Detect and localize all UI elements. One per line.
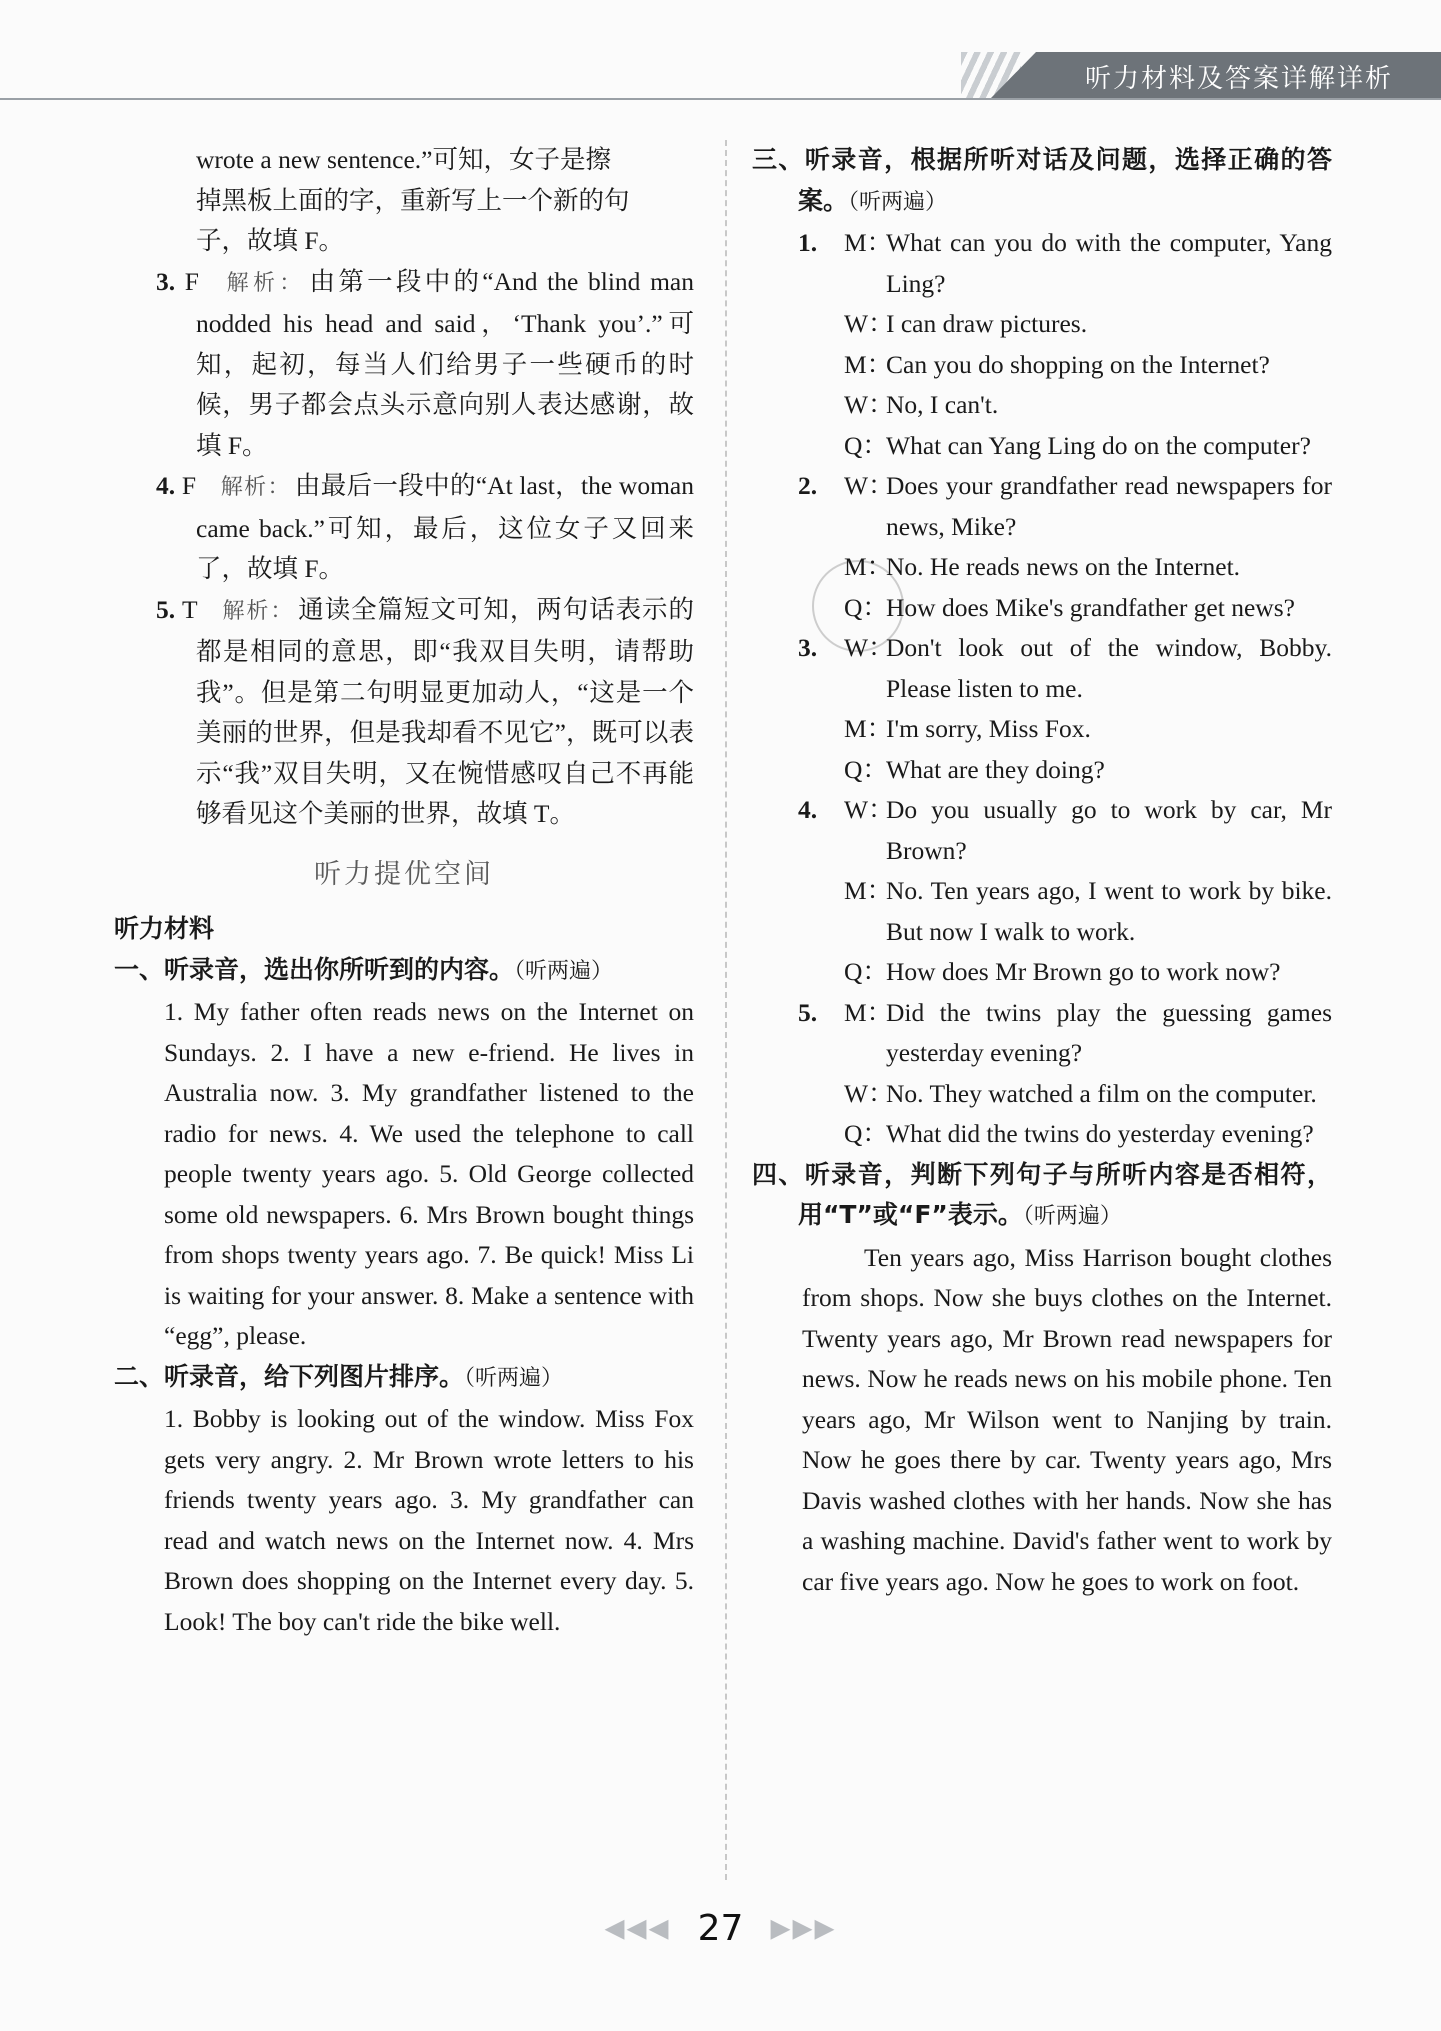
answer-item: [114, 590, 694, 835]
analysis-tag: 解析：: [222, 598, 295, 624]
speaker: W：: [844, 1078, 894, 1108]
dialogue-line: [798, 466, 1332, 547]
dialogue-text: Did the twins play the guessing games yesterday evening?: [886, 997, 1332, 1067]
dialogue-line: [798, 750, 1332, 791]
section-1-title-text: 一、听录音，选出你所听到的内容。: [114, 954, 515, 984]
dialogue-line: [798, 223, 1332, 304]
dialogue-line: [798, 304, 1332, 345]
section-4-text: Ten years ago, Miss Harrison bought clothes from shops. Now she buys clothes on the Internet. Twenty years ago, Mr Brown read newspapers for news. Now he reads news on his mobile phone. Ten years ago, Mr Wilson went to Nanjing by train. Now he goes there by car. Twenty years ago, Mrs Davis washed clothes with her hands. Now she has a washing machine. David's father went to work by car five years ago. Now he goes to work on foot.: [802, 1242, 1332, 1596]
speaker: W：: [844, 795, 894, 824]
answer-number: 3.: [156, 266, 176, 296]
speaker: Q：: [844, 957, 888, 986]
dialogue-number: 1.: [798, 228, 818, 257]
answer-mark: T: [181, 594, 198, 624]
dialogue-text: What did the twins do yesterday evening?: [886, 1119, 1314, 1148]
next-arrows-icon: ▶▶▶: [770, 1913, 837, 1944]
answer-text: 由最后一段中的“At last，the woman came back.”可知，最后，这位女子又回来了，故填 F。: [196, 471, 694, 583]
dialogue-line: [798, 993, 1332, 1074]
section-4-paren: （听两遍）: [1022, 1204, 1122, 1229]
dialogue-line: [798, 790, 1332, 871]
speaker: M：: [844, 349, 893, 379]
intro-line: 掉黑板上面的字，重新写上一个新的句: [196, 185, 630, 215]
dialogue-text: No. They watched a film on the computer.: [886, 1078, 1317, 1108]
answer-mark: F: [181, 471, 197, 500]
page-header: [0, 52, 1441, 100]
column-divider: [725, 140, 727, 1880]
speaker: Q：: [844, 430, 888, 460]
analysis-tag: 解析：: [220, 475, 291, 500]
section-1-text: 1. My father often reads news on the Internet on Sundays. 2. I have a new e-friend. He lives in Australia now. 3. My grandfather listened to the radio for news. 4. We used the telephone to call people twenty years ago. 5. Old George collected some old newspapers. 6. Mrs Brown bought things from shops twenty years ago. 7. Be quick! Miss Li is waiting for your answer. 8. Make a sentence with “egg”, please.: [164, 997, 694, 1350]
speaker: W：: [844, 309, 894, 338]
dialogue-number: 2.: [798, 471, 818, 500]
page-footer: [0, 1908, 1441, 1949]
dialogue-text: No, I can't.: [886, 390, 999, 419]
speaker: M：: [844, 228, 893, 257]
dialogue-number: 4.: [798, 795, 818, 824]
material-label: 听力材料: [114, 914, 215, 943]
dialogue-line: [798, 952, 1332, 993]
section-3-title-text: 三、听录音，根据所听对话及问题，选择正确的答案。: [752, 145, 1332, 215]
dialogue-line: [798, 426, 1332, 467]
speaker: Q：: [844, 1119, 888, 1148]
speaker: M：: [844, 714, 893, 743]
answer-number: 4.: [156, 471, 176, 500]
dialogue-line: [798, 1114, 1332, 1155]
prev-arrows-icon: ◀◀◀: [604, 1913, 671, 1944]
dialogue-text: How does Mr Brown go to work now?: [886, 957, 1281, 986]
speaker: Q：: [844, 754, 888, 784]
right-column: [752, 140, 1332, 1602]
section-4-title: [752, 1155, 1332, 1238]
left-column: [114, 140, 694, 1642]
answer-text: 由第一段中的“And the blind man nodded his head and said，‘Thank you’.”可知，起初，每当人们给男子一些硬币的时候，男子都会点头示意向别人表达感谢，故填 F。: [196, 266, 694, 460]
dialogue-text: Do you usually go to work by car, Mr Brown?: [886, 795, 1332, 865]
section-heading: 听力提优空间: [314, 858, 494, 890]
dialogue-text: How does Mike's grandfather get news?: [886, 592, 1295, 622]
dialogue-line: [798, 1074, 1332, 1115]
section-1-title: [114, 950, 694, 993]
section-2-title: [114, 1357, 694, 1400]
speaker: W：: [844, 471, 894, 500]
dialogue-line: [798, 547, 1332, 588]
answer-text: 通读全篇短文可知，两句话表示的都是相同的意思，即“我双目失明，请帮助我”。但是第二句明显更加动人，“这是一个美丽的世界，但是我却看不见它”，既可以表示“我”双目失明，又在惋惜感叹自己不再能够看见这个美丽的世界，故填 T。: [196, 594, 694, 828]
dialogue-text: Can you do shopping on the Internet?: [886, 349, 1270, 379]
intro-line: wrote a new sentence.”可知，女子是擦: [196, 145, 611, 174]
section-3-paren: （听两遍）: [848, 189, 948, 215]
analysis-tag: 解析：: [226, 270, 306, 296]
dialogue-text: What can Yang Ling do on the computer?: [886, 430, 1311, 460]
speaker: M：: [844, 552, 893, 581]
header-title: 听力材料及答案详解详析: [1084, 64, 1393, 94]
dialogue-line: [798, 588, 1332, 629]
dialogue-text: I can draw pictures.: [886, 309, 1088, 338]
speaker: Q：: [844, 592, 888, 622]
answer-item: [114, 262, 694, 467]
dialogue-text: Don't look out of the window, Bobby. Please listen to me.: [886, 633, 1332, 703]
section-2-title-text: 二、听录音，给下列图片排序。: [114, 1361, 465, 1391]
dialogue-line: [798, 385, 1332, 426]
dialogue-text: I'm sorry, Miss Fox.: [886, 714, 1091, 743]
dialogue-line: [798, 628, 1332, 709]
dialogue-number: 3.: [798, 633, 818, 662]
answer-item: [114, 466, 694, 590]
section-4-title-text: 四、听录音，判断下列句子与所听内容是否相符，用“T”或“F”表示。: [752, 1159, 1332, 1229]
section-2-text: 1. Bobby is looking out of the window. Miss Fox gets very angry. 2. Mr Brown wrote letters to his friends twenty years ago. 3. My grandfather can read and watch news on the Internet now. 4. Mrs Brown does shopping on the Internet every day. 5. Look! The boy can't ride the bike well.: [164, 1404, 694, 1636]
section-2-paren: （听两遍）: [464, 1365, 564, 1391]
answer-mark: F: [184, 266, 199, 296]
dialogue-list: [752, 223, 1332, 1155]
dialogue-number: 5.: [798, 997, 818, 1027]
page-number: 27: [697, 1908, 744, 1949]
speaker: W：: [844, 633, 894, 662]
speaker: W：: [844, 390, 894, 419]
dialogue-line: [798, 709, 1332, 750]
section-1-paren: （听两遍）: [514, 958, 614, 984]
section-3-title: [752, 140, 1332, 223]
dialogue-text: What can you do with the computer, Yang Ling?: [886, 228, 1332, 298]
dialogue-text: No. He reads news on the Internet.: [886, 552, 1241, 581]
answer-number: 5.: [156, 594, 176, 624]
speaker: M：: [844, 997, 893, 1027]
dialogue-line: [798, 345, 1332, 386]
speaker: M：: [844, 876, 893, 905]
intro-line: 子，故填 F。: [196, 226, 345, 255]
dialogue-text: What are they doing?: [886, 754, 1105, 784]
dialogue-text: Does your grandfather read newspapers for news, Mike?: [886, 471, 1332, 541]
dialogue-line: [798, 871, 1332, 952]
dialogue-text: No. Ten years ago, I went to work by bike. But now I walk to work.: [886, 876, 1332, 946]
